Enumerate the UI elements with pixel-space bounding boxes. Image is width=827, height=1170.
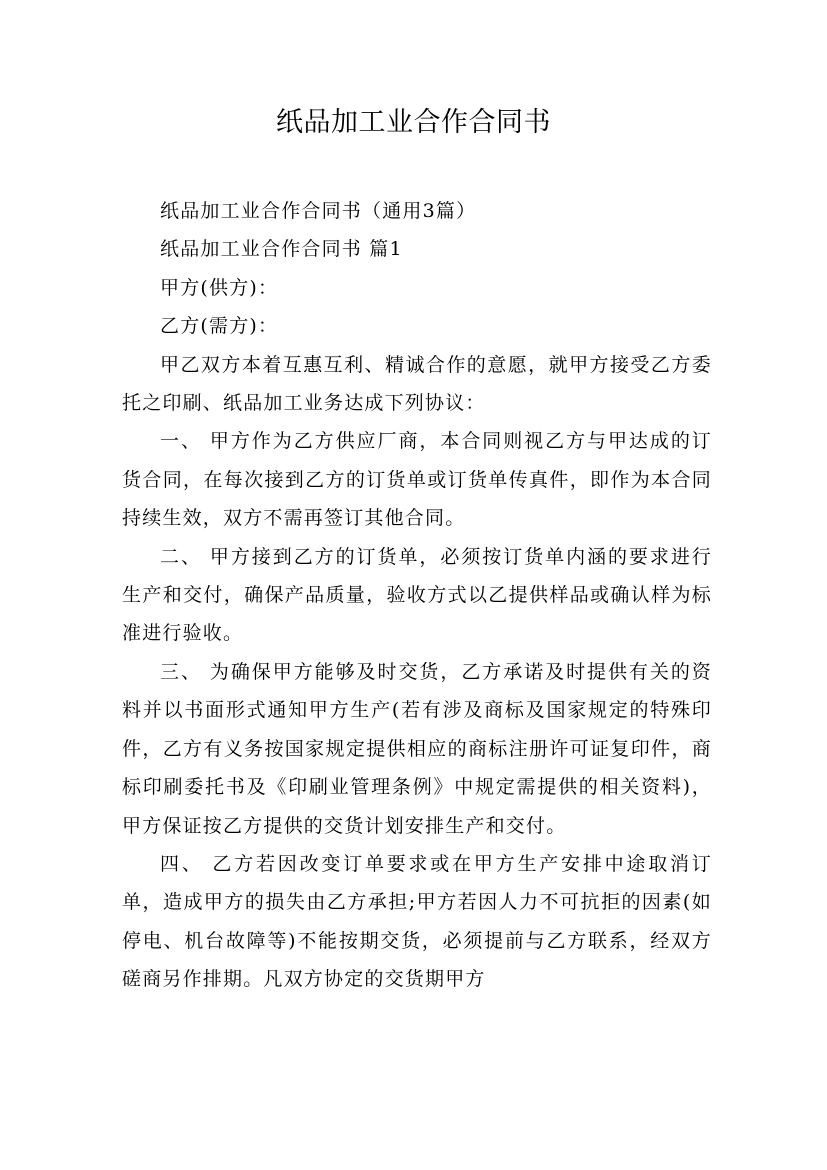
paragraph-clause-3: 三、 为确保甲方能够及时交货，乙方承诺及时提供有关的资料并以书面形式通知甲方生产(若有涉及商标及国家规定的特殊印件，乙方有义务按国家规定提供相应的商标注册许可证复印件，商标印刷委托书及《印刷业管理条例》中规定需提供的相关资料)，甲方保证按乙方提供的交货计划安排生产和交付。 [122, 660, 712, 837]
paragraph-section-heading: 纸品加工业合作合同书 篇1 [160, 238, 403, 261]
paragraph-clause-2: 二、 甲方接到乙方的订货单，必须按订货单内涵的要求进行生产和交付，确保产品质量，验收方式以乙提供样品或确认样为标准进行验收。 [122, 545, 712, 645]
paragraph-clause-4: 四、 乙方若因改变订单要求或在甲方生产安排中途取消订单，造成甲方的损失由乙方承担;甲方若因人力不可抗拒的因素(如停电、机台故障等)不能按期交货，必须提前与乙方联系，经双方磋商另作排期。凡双方协定的交货期甲方 [122, 852, 712, 991]
paragraph-subtitle: 纸品加工业合作合同书（通用3篇） [160, 200, 477, 222]
paragraph-preamble: 甲乙双方本着互惠互利、精诚合作的意愿，就甲方接受乙方委托之印刷、纸品加工业务达成下列协议： [122, 353, 712, 415]
paragraph-party-b: 乙方(需方)： [160, 315, 279, 338]
document-title: 纸品加工业合作合同书 [276, 107, 551, 138]
paragraph-clause-1: 一、 甲方作为乙方供应厂商，本合同则视乙方与甲达成的订货合同，在每次接到乙方的订货单或订货单传真件，即作为本合同持续生效，双方不需再签订其他合同。 [122, 430, 712, 530]
document-body [122, 192, 712, 999]
paragraph-party-a: 甲方(供方)： [160, 276, 279, 299]
